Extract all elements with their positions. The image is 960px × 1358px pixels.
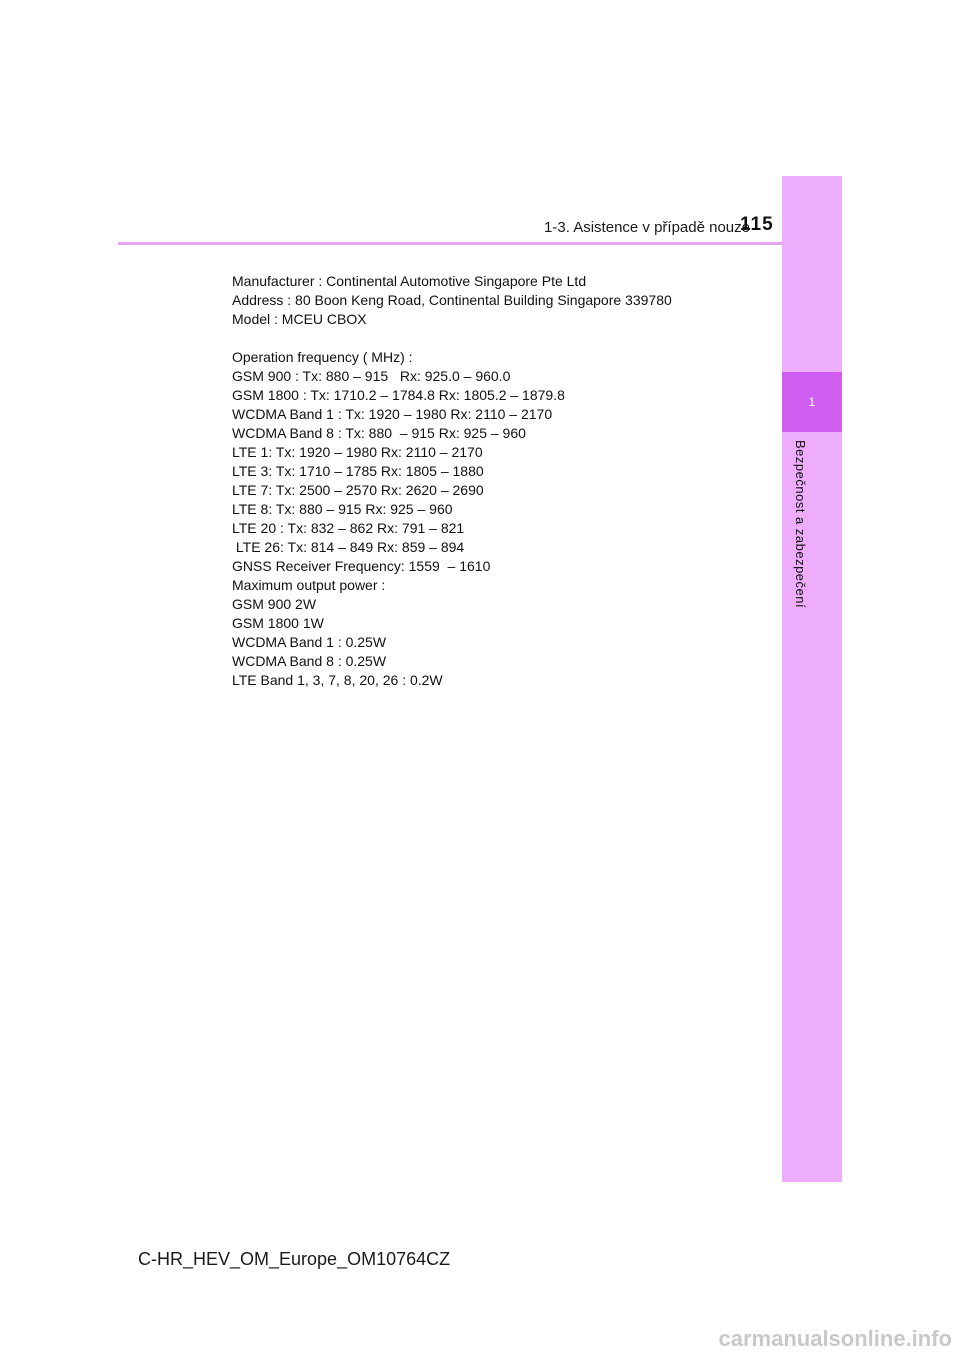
chapter-number: 1 [808,395,816,409]
document-code: C-HR_HEV_OM_Europe_OM10764CZ [138,1249,451,1269]
text-line: Maximum output power : [232,577,386,593]
text-line: Model : MCEU CBOX [232,311,367,327]
text-line: GSM 900 2W [232,596,317,612]
text-line: LTE 20 : Tx: 832 – 862 Rx: 791 – 821 [232,520,465,536]
chapter-number-badge [782,372,842,432]
text-line: WCDMA Band 8 : Tx: 880 – 915 Rx: 925 – 960 [232,425,526,441]
text-line: Operation frequency ( MHz) : [232,349,413,365]
header-rule [118,242,782,245]
text-line: GSM 1800 1W [232,615,324,631]
text-line: GSM 900 : Tx: 880 – 915 Rx: 925.0 – 960.0 [232,368,511,384]
watermark[interactable]: carmanualsonline.info [718,1326,952,1351]
chapter-title: Bezpečnost a zabezpečení [793,440,808,609]
text-line: LTE 1: Tx: 1920 – 1980 Rx: 2110 – 2170 [232,444,483,460]
paragraph-gap [232,329,752,348]
text-line: GNSS Receiver Frequency: 1559 – 1610 [232,558,491,574]
text-line: Manufacturer : Continental Automotive Singapore Pte Ltd [232,273,587,289]
text-line: LTE 8: Tx: 880 – 915 Rx: 925 – 960 [232,501,453,517]
page-number: 115 [740,214,774,235]
text-line: LTE 7: Tx: 2500 – 2570 Rx: 2620 – 2690 [232,482,484,498]
text-line: WCDMA Band 1 : 0.25W [232,634,387,650]
section-title: 1-3. Asistence v případě nouze [544,219,750,236]
body-text [232,272,752,690]
text-line: LTE 26: Tx: 814 – 849 Rx: 859 – 894 [232,539,465,555]
text-line: WCDMA Band 8 : 0.25W [232,653,387,669]
text-line: WCDMA Band 1 : Tx: 1920 – 1980 Rx: 2110 – 2170 [232,406,553,422]
text-line: LTE 3: Tx: 1710 – 1785 Rx: 1805 – 1880 [232,463,484,479]
text-line: Address : 80 Boon Keng Road, Continental Building Singapore 339780 [232,292,672,308]
text-line: LTE Band 1, 3, 7, 8, 20, 26 : 0.2W [232,672,443,688]
chapter-side-tab [782,176,842,1182]
text-line: GSM 1800 : Tx: 1710.2 – 1784.8 Rx: 1805.2 – 1879.8 [232,387,565,403]
